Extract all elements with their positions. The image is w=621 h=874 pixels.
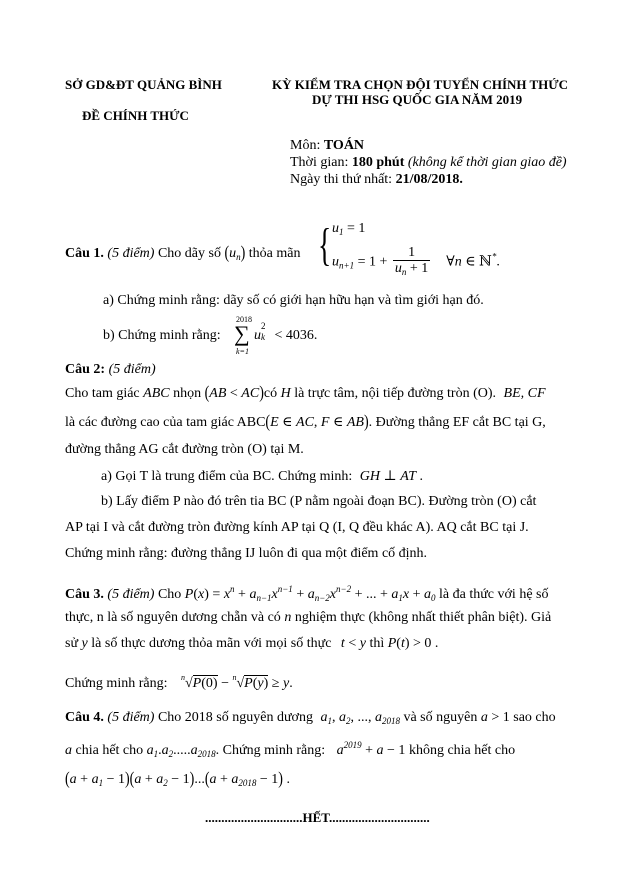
q3-l4: Chứng minh rằng: [65, 676, 168, 691]
q2-part-b-line3: Chứng minh rằng: đường thẳng IJ luôn đi qua một điểm cố định. [65, 546, 428, 561]
q3-line3: sử y là số thực dương thỏa mãn với mọi số thực t < y thì P(t) > 0 . [65, 636, 439, 651]
q3-l1b: là đa thức với hệ số [439, 587, 549, 602]
q1-part-b-label: b) Chứng minh rằng: [103, 328, 221, 343]
q3-l3b: là số thực dương thỏa mãn với mọi số thực [91, 636, 332, 651]
q4-line1: Câu 4. (5 điểm) Cho 2018 số nguyên dương $a_1$, $a_2$, ..., $a_{2018}$ và số nguyên a > 1 sao cho [65, 710, 556, 726]
q2-l1c: có [263, 386, 278, 401]
q4-l1a: Cho 2018 số nguyên dương [157, 710, 313, 725]
subject-label: Môn: [290, 138, 321, 153]
q2-line2: là các đường cao của tam giác ABC(E ∈ AC, F ∈ AB). Đường thẳng EF cắt BC tại G, [65, 412, 546, 433]
q4-l2c: không chia hết cho [408, 743, 516, 758]
q2-heading [65, 362, 156, 378]
date-label: Ngày thi thứ nhất: [290, 172, 393, 187]
q3-l1a: Cho [157, 587, 182, 602]
q4-l2b: . Chứng minh rằng: [215, 743, 326, 758]
q1-eq2: $u_{n+1} = 1$ + $\frac{1}{u_n + 1}$ ∀n ∈ ℕ*. [332, 245, 500, 277]
q1-sum-term: u 2 k < 4036. [254, 321, 318, 343]
header-org: SỞ GD&ĐT QUẢNG BÌNH [65, 77, 222, 92]
q3-points: (5 điểm) [107, 587, 155, 602]
header-exam-title: KỲ KIỂM TRA CHỌN ĐỘI TUYỂN CHÍNH THỨC [272, 77, 569, 92]
time-value: 180 phút [351, 155, 405, 170]
q3-polynomial: $P(x) = x^n + a_{n-1}x^{n-1} + a_{n-2}x^{n-2}$ + ... + $a_1x + a_0$ [184, 584, 436, 603]
q3-line4 [65, 673, 293, 692]
q2-l2b: . Đường thẳng EF cắt BC tại G, [368, 415, 546, 430]
q1-part-a: a) Chứng minh rằng: dãy số có giới hạn hữu hạn và tìm giới hạn đó. [103, 293, 484, 308]
q3-l2a: thực, n là số nguyên dương chẵn và có [65, 610, 281, 625]
q2-line1: Cho tam giác ABC nhọn (AB < AC)có H là trực tâm, nội tiếp đường tròn (O). BE, CF [65, 383, 546, 404]
date-value: 21/08/2018. [395, 172, 463, 187]
q2-l1a: Cho tam giác [65, 386, 140, 401]
q1-eq1: $u_1 = 1$ [332, 221, 366, 237]
q4-line2: a chia hết cho $a_1.a_2.....a_{2018}$. Chứng minh rằng: $a^{2019} + a - 1$ không chia hết cho [65, 740, 516, 759]
time-line [290, 155, 567, 171]
q1-sum-upper: 2018 [236, 315, 252, 324]
official-label: ĐỀ CHÍNH THỨC [82, 108, 189, 123]
header-exam-subtitle: DỰ THI HSG QUỐC GIA NĂM 2019 [312, 92, 523, 107]
q3-label: Câu 3. [65, 587, 104, 602]
q1-text-b: thỏa mãn [248, 246, 301, 261]
footer-end: ..............................HẾT............................... [205, 810, 430, 825]
q1-label: Câu 1. [65, 246, 104, 261]
time-label: Thời gian: [290, 155, 349, 170]
q4-line3: $(a + a_1 - 1)(a + a_2 - 1)...(a + a_{2018} - 1)$ . [65, 769, 290, 790]
q2-points: (5 điểm) [108, 362, 156, 377]
q2-part-b-line2: AP tại I và cắt đường tròn đường kính AP tại Q (I, Q đều khác A). AQ cắt BC tại J. [65, 520, 529, 535]
q4-l1c: sao cho [513, 710, 556, 725]
q3-inequality: $^n$√P(0) − $^n$√P(y) ≥ y. [180, 673, 293, 691]
q3-l3a: sử [65, 636, 79, 651]
q4-label: Câu 4. [65, 710, 104, 725]
q1-brace-icon: { [318, 219, 332, 270]
q2-l1d: là trực tâm, nội tiếp đường tròn (O). [294, 386, 497, 401]
q1-text-a: Cho dãy số [157, 246, 221, 261]
q1-intro [65, 243, 301, 264]
q4-l1b: và số nguyên [403, 710, 478, 725]
q3-l3c: thì [369, 636, 385, 651]
sigma-icon: ∑ [234, 321, 250, 346]
q2-l1b: nhọn [173, 386, 202, 401]
q4-points: (5 điểm) [107, 710, 155, 725]
q4-l2a: chia hết cho [75, 743, 144, 758]
q2-label: Câu 2: [65, 362, 106, 377]
time-note: (không kể thời gian giao đề) [407, 155, 567, 170]
date-line [290, 172, 463, 188]
subject-line [290, 138, 364, 154]
q3-l2b: nghiệm thực (không nhất thiết phân biệt). Giả [294, 610, 552, 625]
q2-l2a: là các đường cao của tam giác ABC [65, 415, 266, 430]
subject-value: TOÁN [323, 138, 365, 153]
q2-part-a: a) Gọi T là trung điểm của BC. Chứng minh: GH ⊥ AT . [101, 469, 424, 484]
q2-part-a-text: a) Gọi T là trung điểm của BC. Chứng minh: [101, 469, 353, 484]
q1-part-b [103, 328, 221, 344]
q3-line1 [65, 584, 548, 603]
q1-sum-bound: < 4036. [274, 328, 318, 343]
q3-line2: thực, n là số nguyên dương chẵn và có n nghiệm thực (không nhất thiết phân biệt). Giả [65, 610, 552, 625]
q1-sum-lower: k=1 [236, 347, 249, 356]
q2-part-b-line1: b) Lấy điểm P nào đó trên tia BC (P nằm ngoài đoạn BC). Đường tròn (O) cắt [101, 494, 537, 509]
q1-points: (5 điểm) [107, 246, 155, 261]
q2-line3: đường thẳng AG cắt đường tròn (O) tại M. [65, 442, 304, 457]
q1-sequence-symbol: $(u_n)$ [224, 243, 246, 264]
